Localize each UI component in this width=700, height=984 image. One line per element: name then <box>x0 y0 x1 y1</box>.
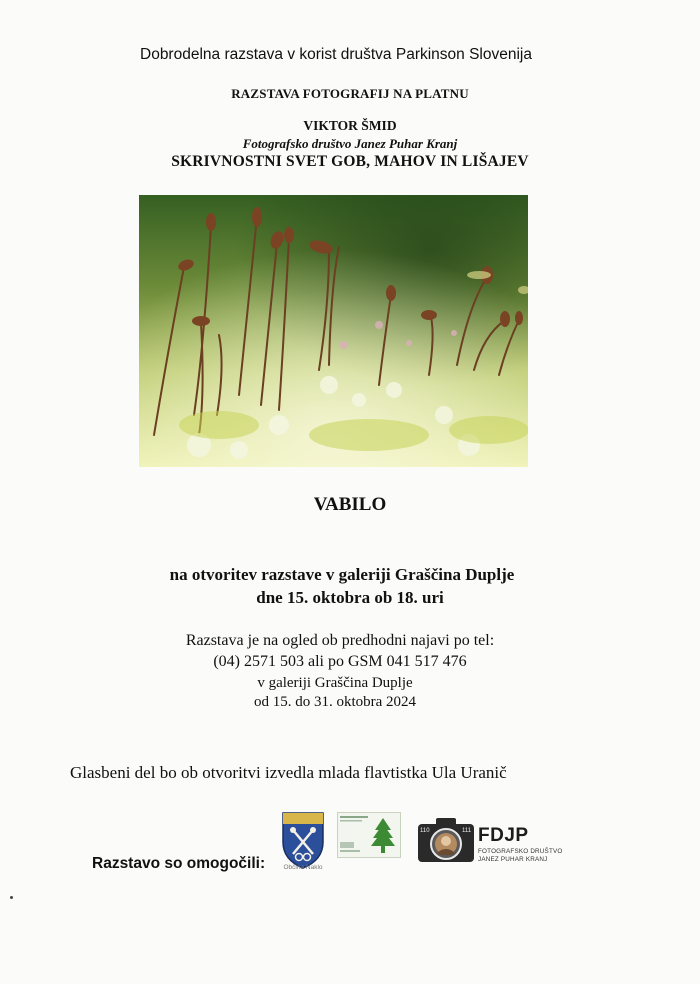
exhibition-theme: SKRIVNOSTNI SVET GOB, MAHOV IN LIŠAJEV <box>171 153 529 170</box>
invitation-title: VABILO <box>313 494 387 515</box>
camera-logo-icon <box>416 814 476 864</box>
opening-date: dne 15. oktobra ob 18. uri <box>256 588 444 607</box>
fdjp-subtitle-1: FOTOGRAFSKO DRUŠTVO <box>478 848 563 855</box>
fdjp-title: FDJP <box>478 825 529 846</box>
viewing-info: Razstava je na ogled ob predhodni najavi po tel: <box>185 632 495 649</box>
music-note: Glasbeni del bo ob otvoritvi izvedla mlada flavtistka Ula Uranič <box>70 763 507 782</box>
club-name: Fotografsko društvo Janez Puhar Kranj <box>242 136 458 151</box>
sponsors-label: Razstavo so omogočili: <box>92 855 266 872</box>
moss-photo <box>139 195 528 467</box>
contact-phones: (04) 2571 503 ali po GSM 041 517 476 <box>213 653 467 670</box>
naklo-caption: Občina Naklo <box>283 864 323 871</box>
scan-speck <box>10 896 13 899</box>
tree-logo-icon <box>337 812 401 858</box>
coat-of-arms-icon <box>279 810 327 872</box>
gallery-name: v galeriji Graščina Duplje <box>257 675 413 691</box>
fdjp-subtitle-2: JANEZ PUHAR KRANJ <box>478 856 548 863</box>
exhibition-type: RAZSTAVA FOTOGRAFIJ NA PLATNU <box>231 86 469 101</box>
exhibition-dates: od 15. do 31. oktobra 2024 <box>253 694 417 710</box>
camera-left-number: 110 <box>420 828 430 834</box>
charity-line: Dobrodelna razstava v korist društva Parkinson Slovenija <box>140 46 532 63</box>
opening-venue: na otvoritev razstave v galeriji Graščina Duplje <box>169 565 515 584</box>
camera-right-number: 111 <box>462 828 472 834</box>
author-name: VIKTOR ŠMID <box>303 118 397 133</box>
